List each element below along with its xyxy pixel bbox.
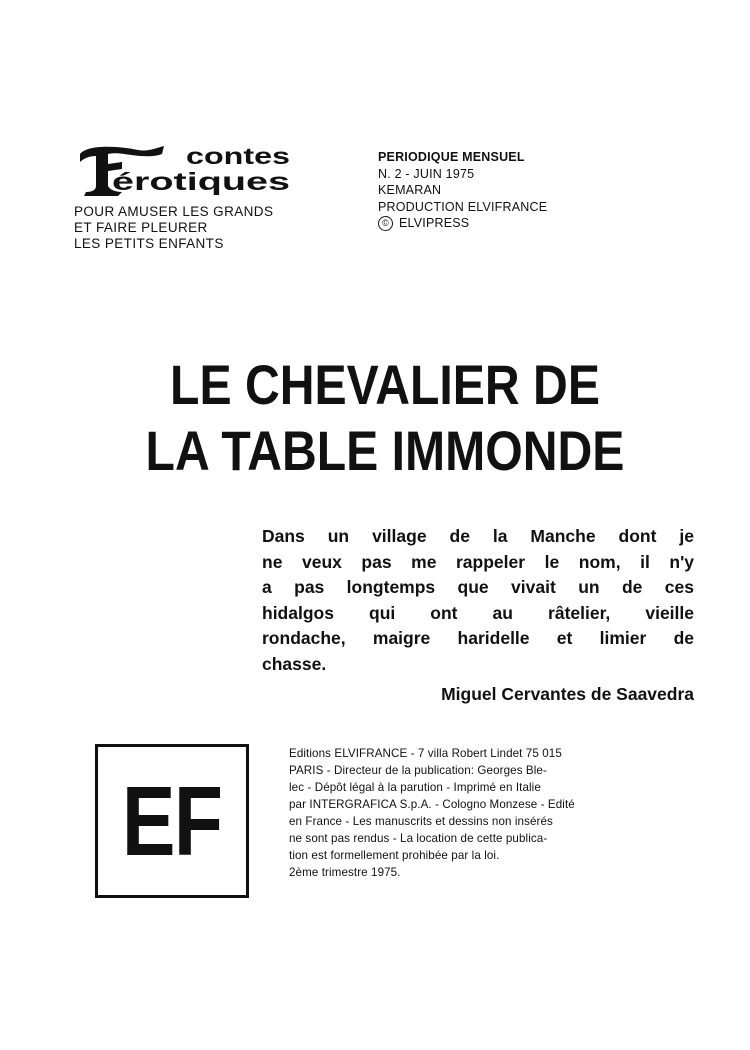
legal-line: ne sont pas rendus - La location de cette publica-: [289, 832, 548, 845]
publisher-logo-box: [95, 744, 249, 898]
legal-line: en France - Les manuscrits et dessins non insérés: [289, 815, 553, 828]
copyright-icon: ©: [378, 216, 393, 231]
epigraph-quote: [262, 524, 694, 677]
issue-number: N. 2 - JUIN 1975: [378, 166, 475, 181]
legal-line: lec - Dépôt légal à la parution - Imprimé en Italie: [289, 781, 541, 794]
quote-line: hidalgos qui ont au râtelier, vieille: [262, 602, 694, 623]
tagline: [74, 204, 314, 252]
info-line-production: PRODUCTION ELVIFRANCE: [378, 199, 548, 214]
logo-word-contes: contes: [186, 143, 290, 169]
legal-line: 2ème trimestre 1975.: [289, 866, 401, 879]
quote-author: Miguel Cervantes de Saavedra: [441, 684, 694, 704]
quote-line: Dans un village de la Manche dont je: [262, 526, 694, 546]
tagline-line: LES PETITS ENFANTS: [74, 236, 224, 251]
tagline-line: POUR AMUSER LES GRANDS: [74, 204, 274, 219]
story-title: [75, 352, 695, 484]
quote-line: chasse.: [262, 653, 327, 674]
periodical-info: [378, 149, 618, 232]
title-line-2: LA TABLE IMMONDE: [145, 419, 625, 482]
logo-graphic: [78, 142, 298, 198]
logo-word-erotiques: érotiques: [112, 168, 290, 196]
title-line-1: LE CHEVALIER DE: [170, 353, 600, 416]
legal-line: PARIS - Directeur de la publication: Georges Ble-: [289, 764, 547, 777]
quote-line: a pas longtemps que vivait un de ces: [262, 577, 694, 597]
periodicity: PERIODIQUE MENSUEL: [378, 150, 525, 164]
quote-line: ne veux pas me rappeler le nom, il n'y: [262, 551, 694, 572]
legal-line: par INTERGRAFICA S.p.A. - Cologno Monzese - Edité: [289, 798, 575, 811]
contes-erotiques-logo: [78, 142, 298, 198]
publisher-logo-letters: EF: [122, 766, 222, 876]
quote-line: rondache, maigre haridelle et limier de: [262, 628, 694, 648]
legal-line: Editions ELVIFRANCE - 7 villa Robert Lindet 75 015: [289, 747, 562, 760]
legal-notice: [289, 745, 673, 881]
copyright-holder: ELVIPRESS: [399, 216, 470, 230]
info-line-studio: KEMARAN: [378, 183, 442, 197]
tagline-line: ET FAIRE PLEURER: [74, 220, 208, 235]
copyright-line: [378, 215, 618, 232]
legal-line: tion est formellement prohibée par la loi.: [289, 849, 500, 862]
